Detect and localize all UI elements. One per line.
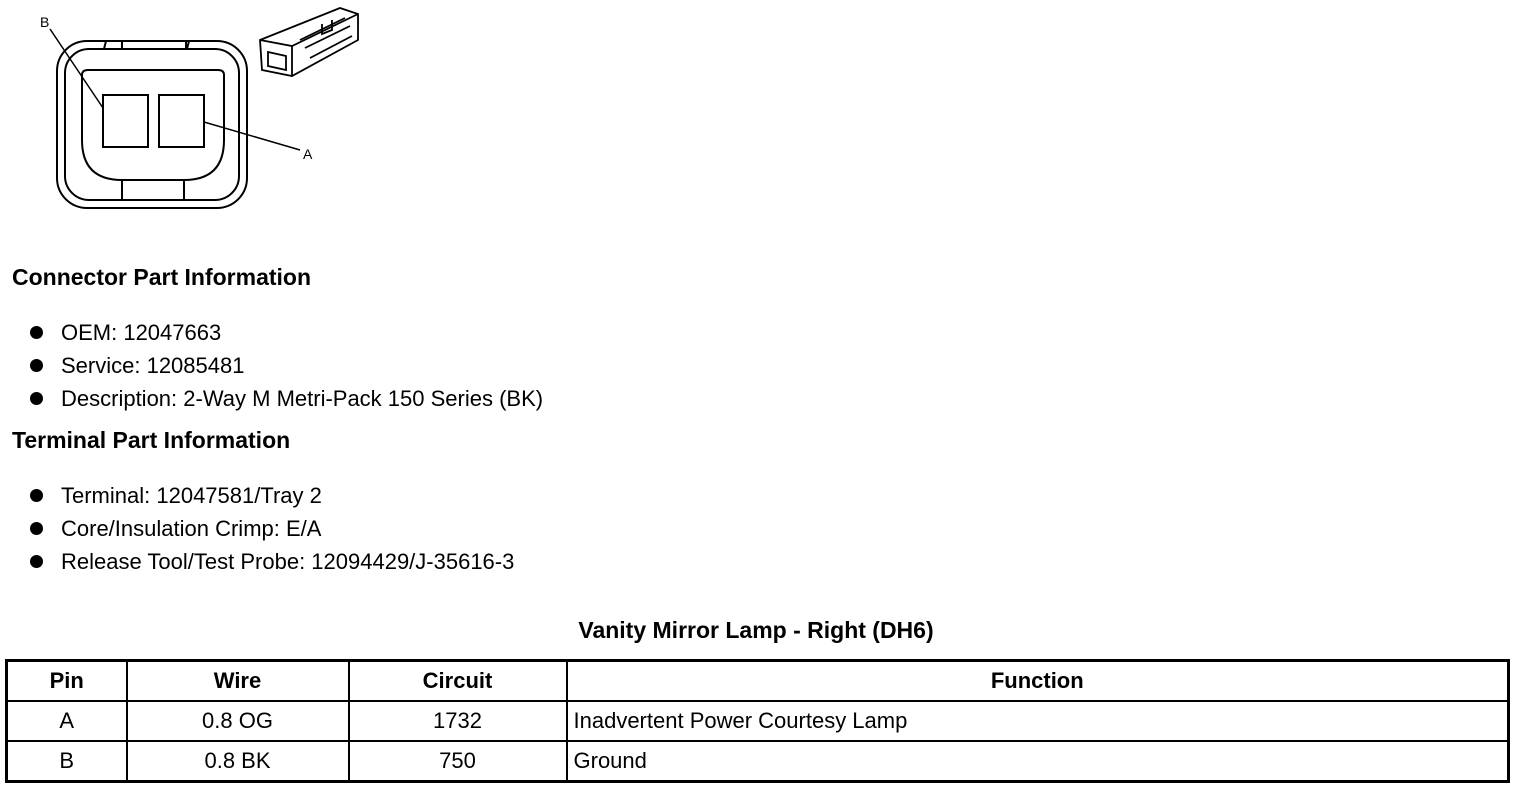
table-row (7, 701, 1509, 741)
connector-3d-view (260, 8, 358, 76)
cell-pin: A (7, 701, 127, 741)
list-item-text: Service: 12085481 (61, 353, 245, 378)
cell-wire: 0.8 BK (127, 741, 349, 782)
cell-pin: B (7, 741, 127, 782)
leader-line-a (204, 122, 300, 150)
cell-wire: 0.8 OG (127, 701, 349, 741)
pin-label-b: B (40, 14, 50, 30)
terminal-cavity-b (103, 95, 148, 147)
column-header-pin: Pin (7, 661, 127, 702)
cell-function: Inadvertent Power Courtesy Lamp (567, 701, 1509, 741)
connector-outer-housing (57, 41, 247, 208)
table-row (7, 741, 1509, 782)
cell-circuit: 750 (349, 741, 567, 782)
list-item-text: Core/Insulation Crimp: E/A (61, 516, 322, 541)
bullet-icon (30, 489, 43, 502)
table-title: Vanity Mirror Lamp - Right (DH6) (578, 617, 934, 643)
cell-circuit: 1732 (349, 701, 567, 741)
list-item (0, 350, 543, 383)
terminal-cavity-a (159, 95, 204, 147)
bullet-icon (30, 555, 43, 568)
bullet-icon (30, 522, 43, 535)
table-header-row (7, 661, 1509, 702)
list-item-text: Release Tool/Test Probe: 12094429/J-35616-3 (61, 549, 515, 574)
connector-face-diagram (0, 0, 380, 220)
list-item (0, 317, 543, 350)
pinout-table (5, 659, 1510, 783)
terminal-part-heading: Terminal Part Information (12, 427, 291, 453)
bullet-icon (30, 359, 43, 372)
list-item-text: Description: 2-Way M Metri-Pack 150 Series (BK) (61, 386, 544, 411)
cell-function: Ground (567, 741, 1509, 782)
connector-part-list (0, 317, 543, 416)
terminal-part-list (0, 480, 514, 579)
list-item (0, 513, 514, 546)
bullet-icon (30, 326, 43, 339)
connector-part-heading: Connector Part Information (12, 264, 312, 290)
column-header-wire: Wire (127, 661, 349, 702)
pin-label-a: A (303, 146, 313, 162)
bullet-icon (30, 392, 43, 405)
column-header-function: Function (567, 661, 1509, 702)
list-item-text: Terminal: 12047581/Tray 2 (61, 483, 322, 508)
list-item (0, 546, 514, 579)
connector-bottom-notch (122, 180, 184, 200)
list-item (0, 383, 543, 416)
list-item (0, 480, 514, 513)
column-header-circuit: Circuit (349, 661, 567, 702)
list-item-text: OEM: 12047663 (61, 320, 222, 345)
